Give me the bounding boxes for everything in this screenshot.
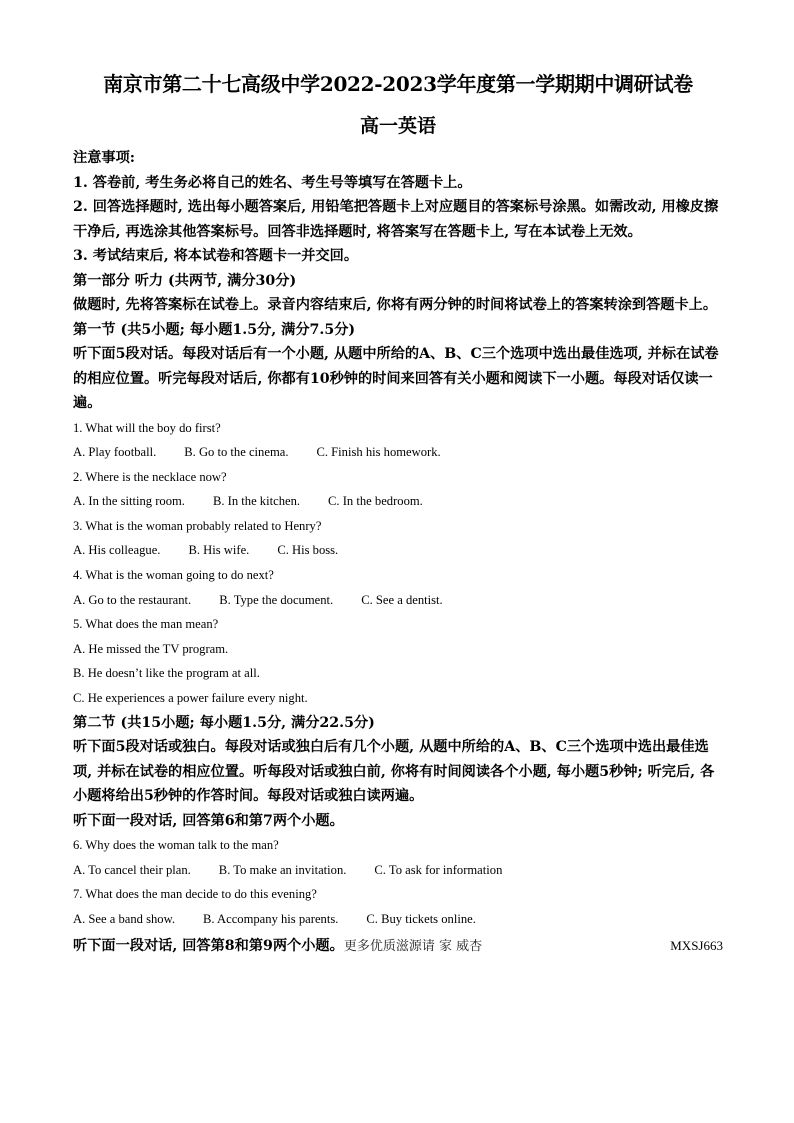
section2-heading: 第二节 (共15小题; 每小题1.5分, 满分22.5分) (73, 714, 375, 731)
option-b: B. To make an invitation. (218, 862, 347, 877)
option-b: B. He doesn’t like the program at all. (73, 666, 260, 681)
question-stem: 5. What does the man mean? (73, 617, 219, 632)
question-options (73, 858, 723, 883)
option-c: C. To ask for information (374, 862, 503, 877)
question-block (73, 514, 723, 563)
question-stem: 1. What will the boy do first? (73, 420, 221, 435)
question-block (73, 612, 723, 710)
question-options (73, 538, 723, 563)
option-c: C. See a dentist. (361, 592, 443, 607)
option-b: B. Type the document. (219, 592, 334, 607)
option-a: A. See a band show. (73, 911, 176, 926)
section1-instruction: 听下面5段对话。每段对话后有一个小题, 从题中所给的A、B、C三个选项中选出最佳选项, 并标在试卷的相应位置。听完每段对话后, 你都有10秒钟的时间来回答有关小题和阅读下一小题。每段对话仅读一遍。 (73, 346, 719, 411)
exam-subtitle: 高一英语 (359, 115, 436, 137)
option-a: A. He missed the TV program. (73, 641, 229, 656)
question-options (73, 440, 723, 465)
question-stem: 4. What is the woman going to do next? (73, 568, 274, 583)
note-item: 3. 考试结束后, 将本试卷和答题卡一并交回。 (73, 248, 359, 264)
footer-line (73, 934, 723, 959)
option-a: A. His colleague. (73, 543, 161, 558)
option-a: A. To cancel their plan. (73, 862, 191, 877)
question-block (73, 563, 723, 612)
group-intro: 听下面一段对话, 回答第8和第9两个小题。 (73, 937, 344, 954)
option-c: C. His boss. (277, 543, 339, 558)
option-b: B. His wife. (188, 543, 250, 558)
question-stem: 2. Where is the necklace now? (73, 469, 227, 484)
option-b: B. Accompany his parents. (203, 911, 339, 926)
section1-heading: 第一节 (共5小题; 每小题1.5分, 满分7.5分) (73, 321, 356, 338)
option-b: B. In the kitchen. (212, 494, 301, 509)
question-stem: 6. Why does the woman talk to the man? (73, 838, 279, 853)
option-c: C. In the bedroom. (328, 494, 423, 509)
watermark-text: 更多优质滋源请 家 威杏 (343, 938, 483, 954)
option-a: A. In the sitting room. (73, 494, 185, 509)
group-intro: 听下面一段对话, 回答第6和第7两个小题。 (73, 812, 344, 829)
option-c: C. Finish his homework. (316, 445, 441, 460)
question-block (73, 465, 723, 514)
part1-heading: 第一部分 听力 (共两节, 满分30分) (73, 272, 297, 289)
question-options (73, 588, 723, 613)
option-a: A. Play football. (73, 445, 157, 460)
section2-instruction: 听下面5段对话或独白。每段对话或独白后有几个小题, 从题中所给的A、B、C三个选项中选出最佳选项, 并标在试卷的相应位置。听每段对话或独白前, 你将有时间阅读各个小题, 每小题5秒钟; 听完后, 各小题将给出5秒钟的作答时间。每段对话或独白读两遍。 (73, 739, 715, 805)
notes-heading: 注意事项: (73, 150, 135, 166)
note-item: 2. 回答选择题时, 选出每小题答案后, 用铅笔把答题卡上对应题目的答案标号涂黑。如需改动, 用橡皮擦干净后, 再选涂其他答案标号。回答非选择题时, 将答案写在答题卡上, 写在本试卷上无效。 (73, 199, 719, 240)
exam-page (73, 70, 723, 959)
question-block (73, 416, 723, 465)
option-b: B. Go to the cinema. (184, 445, 289, 460)
option-a: A. Go to the restaurant. (73, 592, 192, 607)
option-c: C. He experiences a power failure every night. (73, 691, 308, 706)
question-stem: 7. What does the man decide to do this evening? (73, 887, 317, 902)
note-item: 1. 答卷前, 考生务必将自己的姓名、考生号等填写在答题卡上。 (73, 174, 472, 191)
question-stem: 3. What is the woman probably related to Henry? (73, 518, 322, 533)
exam-title: 南京市第二十七高级中学2022-2023学年度第一学期期中调研试卷 (103, 72, 693, 96)
question-options (73, 907, 723, 932)
part1-instruction: 做题时, 先将答案标在试卷上。录音内容结束后, 你将有两分钟的时间将试卷上的答案转涂到答题卡上。 (73, 297, 718, 313)
question-block (73, 882, 723, 931)
question-block (73, 833, 723, 882)
page-code: MXSJ663 (670, 937, 723, 953)
option-c: C. Buy tickets online. (366, 911, 476, 926)
question-options (73, 489, 723, 514)
